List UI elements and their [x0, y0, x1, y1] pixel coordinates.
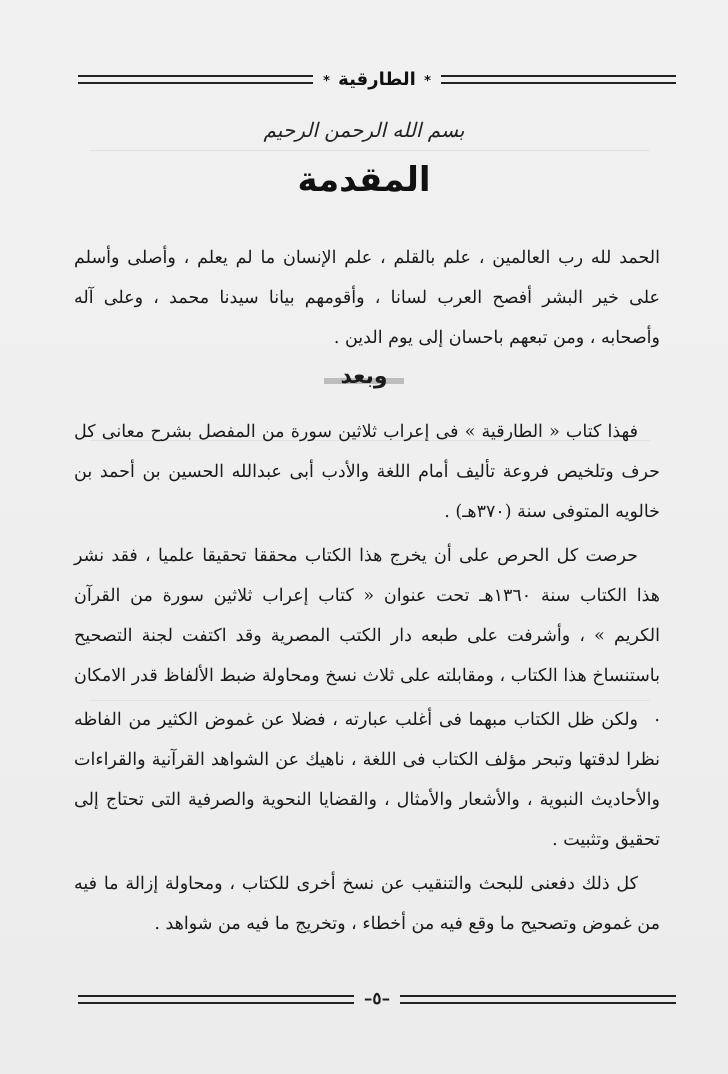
body-paragraph: حرصت كل الحرص على أن يخرج هذا الكتاب محققا تحقيقا علميا ، فقد نشر هذا الكتاب سنة ١٣٦٠هـ تحت عنوان « كتاب إعراب ثلاثين سورة من القرآن الكريم » ، وأشرفت على طبعه دار الكتب المصرية وقد اكتفت لجنة التصحيح باستنساخ هذا الكتاب ، ومقابلته على ثلاث نسخ ومحاولة ضبط الألفاظ قدر الامكان .: [74, 546, 660, 726]
intro-text: [74, 238, 660, 358]
running-title: [321, 69, 433, 90]
basmala: بسم الله الرحمن الرحيم: [263, 118, 465, 142]
running-header: [78, 66, 676, 92]
section-subheading: [0, 364, 728, 389]
star-ornament: *: [323, 73, 330, 89]
footer-rule-left: [78, 995, 354, 1004]
body-paragraph: ولكن ظل الكتاب مبهما فى أغلب عبارته ، فضلا عن غموض الكثير من الفاظه نظرا لدقتها وتبحر مؤلف الكتاب فى اللغة ، ناهيك عن الشواهد القرآنية والقراءات والأحاديث النبوية ، والأشعار والأمثال ، والقضايا النحوية والصرفية التى تحتاج إلى تحقيق وتثبيت .: [74, 710, 660, 850]
star-ornament: *: [424, 73, 431, 89]
header-rule-left: [78, 75, 313, 84]
header-rule-right: [441, 75, 676, 84]
footer-rule-right: [400, 995, 676, 1004]
body-paragraph: فهذا كتاب « الطارقية » فى إعراب ثلاثين سورة من المفصل بشرح معانى كل حرف وتلخيص فروعة تأليف أمام اللغة والأدب أبى عبدالله الحسين بن أحمد بن خالويه المتوفى سنة (٣٧٠هـ) .: [74, 422, 660, 522]
body-text: [74, 412, 660, 532]
subheading-text: وبعد: [324, 364, 403, 389]
running-title-text: الطارقية: [338, 68, 416, 90]
page-title: المقدمة: [297, 160, 431, 200]
intro-paragraph: الحمد لله رب العالمين ، علم بالقلم ، علم الإنسان ما لم يعلم ، وأصلى وأسلم على خير البشر أفصح العرب لسانا ، وأقومهم بيانا سيدنا محمد ، وعلى آله وأصحابه ، ومن تبعهم باحسان إلى يوم الدين .: [74, 248, 660, 348]
show-through-line: [90, 150, 650, 151]
body-text: [74, 700, 660, 860]
body-text: [74, 864, 660, 944]
page-number: –٥–: [363, 989, 391, 1009]
body-paragraph: كل ذلك دفعنى للبحث والتنقيب عن نسخ أخرى للكتاب ، ومحاولة إزالة ما فيه من غموض وتصحيح ما وقع فيه من أخطاء ، وتخريج ما فيه من شواهد .: [74, 874, 660, 934]
page-footer: [78, 988, 676, 1010]
